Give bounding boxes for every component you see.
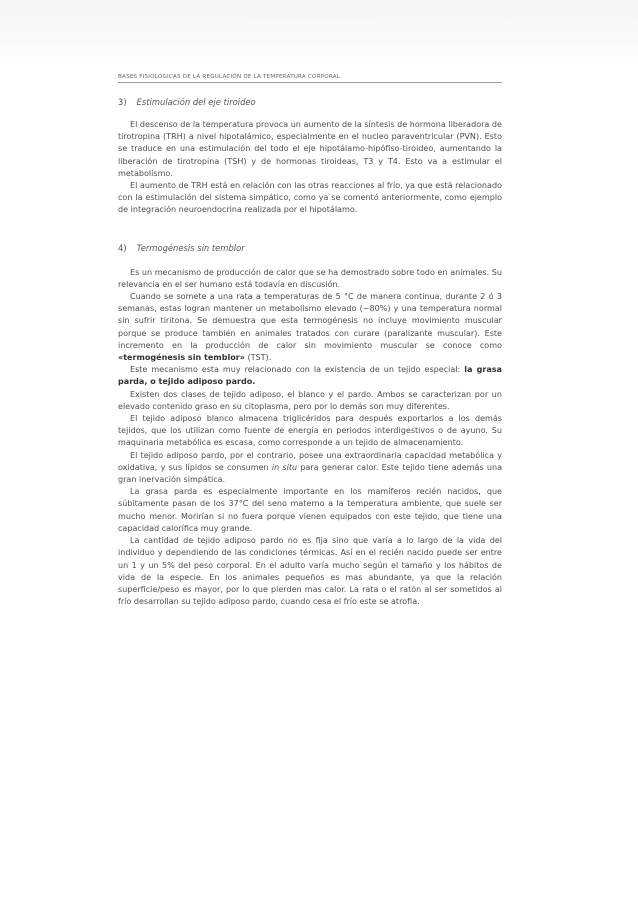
term-tst: «termogénesis sin temblor» [118,353,245,363]
section-4-paragraph-2: Cuando se somete a una rata a temperaturas de 5 °C de manera continua, durante 2 ó 3 semanas, estas logran mantener un metabolismo elevado (~80%) y una temperatura normal sin sufrir tiritona. Se demuestra que esta termogénesis no incluye movimiento muscular porque se produce también en animales tratados con curare (paralizante muscular). Este incremento en la producción de calor sin movimiento muscular se conoce como «termogénesis sin temblor» (TST). [118,292,502,363]
section-4-title: Termogénesis sin temblor [136,242,245,253]
section-4-paragraph-6: El tejido adiposo pardo, por el contrario, posee una extraordinaria capacidad metabólica y oxidativa, y sus lípidos se consumen in situ para generar calor. Este tejido tiene además una gran inervación simpática. [118,450,503,485]
document-page [118,74,502,608]
section-4-paragraph-4: Existen dos clases de tejido adiposo, el blanco y el pardo. Ambos se caracterizan por un elevado contenido graso en su citoplasma, pero por lo demás son muy diferentes. [118,389,502,411]
term-in-situ: in situ [271,462,298,472]
section-3-paragraph-1: El descenso de la temperatura provoca un aumento de la síntesis de hormona liberadora de tirotropina (TRH) a nivel hipotalámico, especialmente en el nucleo paraventricular (PVN). Esto se traduce en una estimulación del todo el eje hipotálamo-hipófiso-tiroideo, aumentando la liberación de tirotropina (TSH) y de hormonas tiroideas, T3 y T4. Esto va a estimular el metabolismo. [118,120,502,178]
section-4-paragraph-3: Este mecanismo esta muy relacionado con la existencia de un tejido especial: la grasa parda, o tejido adiposo pardo. [118,365,502,387]
scan-shading [0,0,638,70]
section-4-paragraph-5: El tejido adiposo blanco almacena triglicéridos para después exportarlos a los demás tejidos, que los utilizan como fuente de energía en periodos interdigestivos o de ayuno. Su maquinaria metabólica es escasa, como corresponde a un tejido de almacenamiento. [118,414,502,448]
section-4-paragraph-7: La grasa parda es especialmente importante en los mamíferos recién nacidos, que súbitamente pasan de los 37°C del seno materno a la temperatura ambiente, que suele ser mucho menor. Morirían si no fuera porque vienen equipados con este tejido, que tiene una capacidad calorífica muy grande. [118,487,502,533]
section-3-title: Estimulación del eje tiroideo [136,97,256,107]
section-4-number: 4) [118,242,127,253]
section-3-number: 3) [118,97,127,107]
section-4-paragraph-8: La cantidad de tejido adiposo pardo no es fija sino que varía a lo largo de la vida del individuo y dependiendo de las condiciones térmicas. Así en el recién nacido puede ser entre un 1 y un 5% del peso corporal. En el adulto varía mucho según el tamaño y los hábitos de vida de la especie. En los animales pequeños es mas abundante, ya que la relación superficie/peso es mayor, por lo que pierden mas calor. La rata o el ratón al ser sometidos al frío desarrollan su tejido adiposo pardo, cuando cesa el frío este se atrofia. [118,536,502,607]
section-3-heading [118,97,502,107]
term-grasa-parda: la grasa parda, o tejido adiposo pardo. [118,365,502,387]
section-4-heading [118,243,502,253]
section-3-paragraph-2: El aumento de TRH está en relación con las otras reacciones al frío, ya que está relacionado con la estimulación del sistema simpático, como ya se comentó anteriormente, como ejemplo de integración neuroendocrina realizada por el hipotálamo. [118,181,502,215]
section-4-paragraph-1: Es un mecanismo de producción de calor que se ha demostrado sobre todo en animales. Su relevancia en el ser humano está todavía en discusión. [118,267,502,289]
running-header: BASES FISIOLÓGICAS DE LA REGULACIÓN DE LA TEMPERATURA CORPORAL [118,74,502,83]
